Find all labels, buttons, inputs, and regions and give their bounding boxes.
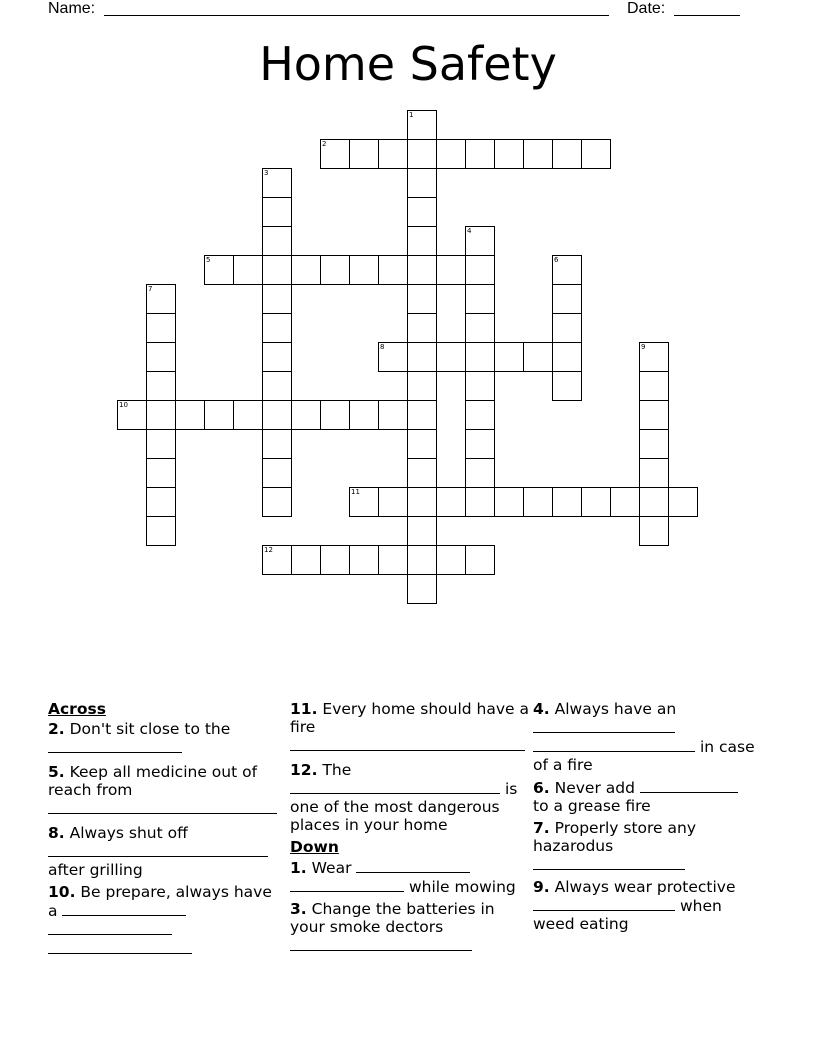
clue-text: Keep all medicine out of reach from xyxy=(48,763,258,799)
clue-number-label: 11 xyxy=(351,488,360,496)
crossword-cell[interactable] xyxy=(378,487,408,517)
crossword-cell[interactable] xyxy=(436,342,466,372)
crossword-cell[interactable] xyxy=(639,342,669,372)
clue-number-label: 7 xyxy=(148,285,153,293)
clue-number: 10. xyxy=(48,883,76,901)
crossword-cell[interactable] xyxy=(465,429,495,459)
crossword-cell[interactable] xyxy=(378,400,408,430)
crossword-cell[interactable] xyxy=(581,139,611,169)
crossword-cell[interactable] xyxy=(291,545,321,575)
clue-number-label: 12 xyxy=(264,546,273,554)
answer-blank xyxy=(533,855,685,870)
crossword-cell[interactable] xyxy=(146,342,176,372)
clue-number: 3. xyxy=(290,900,307,918)
clue-number: 8. xyxy=(48,824,65,842)
crossword-cell[interactable] xyxy=(233,255,263,285)
crossword-cell[interactable] xyxy=(552,371,582,401)
crossword-cell[interactable] xyxy=(349,139,379,169)
answer-blank xyxy=(290,877,404,892)
crossword-cell[interactable] xyxy=(494,342,524,372)
clue-down-4 xyxy=(533,700,773,774)
clue-number: 12. xyxy=(290,761,318,779)
crossword-cell[interactable] xyxy=(436,139,466,169)
crossword-cell[interactable] xyxy=(117,400,147,430)
crossword-cell[interactable] xyxy=(320,400,350,430)
clue-text: in case xyxy=(699,738,755,756)
crossword-cell[interactable] xyxy=(262,284,292,314)
crossword-cell[interactable] xyxy=(668,487,698,517)
crossword-cell[interactable] xyxy=(262,487,292,517)
clue-number: 11. xyxy=(290,700,318,718)
crossword-cell[interactable] xyxy=(262,313,292,343)
crossword-cell[interactable] xyxy=(262,255,292,285)
clue-text: The xyxy=(322,761,352,779)
crossword-cell[interactable] xyxy=(436,255,466,285)
clue-text: Wear xyxy=(311,859,352,877)
answer-blank xyxy=(533,896,675,911)
clue-text: Never add xyxy=(554,779,635,797)
answer-blank xyxy=(48,738,182,753)
clue-number: 2. xyxy=(48,720,65,738)
crossword-cell[interactable] xyxy=(378,545,408,575)
crossword-cell[interactable] xyxy=(407,197,437,227)
crossword-cell[interactable] xyxy=(146,487,176,517)
clue-across-10 xyxy=(48,883,280,958)
crossword-cell[interactable] xyxy=(146,371,176,401)
answer-blank xyxy=(533,737,695,752)
crossword-cell[interactable] xyxy=(523,487,553,517)
crossword-cell[interactable] xyxy=(552,313,582,343)
crossword-cell[interactable] xyxy=(407,371,437,401)
crossword-cell[interactable] xyxy=(349,255,379,285)
crossword-cell[interactable] xyxy=(465,487,495,517)
clue-number: 9. xyxy=(533,878,550,896)
clues-column-1 xyxy=(48,700,280,962)
page-title: Home Safety xyxy=(259,37,557,91)
clue-number-label: 4 xyxy=(467,227,472,235)
crossword-cell[interactable] xyxy=(262,197,292,227)
crossword-cell[interactable] xyxy=(349,400,379,430)
clue-text: Be prepare, always have a xyxy=(48,883,272,920)
crossword-cell[interactable] xyxy=(349,487,379,517)
crossword-cell[interactable] xyxy=(378,255,408,285)
clue-number-label: 1 xyxy=(409,111,414,119)
clue-text: to a grease fire xyxy=(533,797,651,815)
clue-number-label: 9 xyxy=(641,343,646,351)
crossword-cell[interactable] xyxy=(175,400,205,430)
crossword-cell[interactable] xyxy=(262,371,292,401)
crossword-cell[interactable] xyxy=(639,400,669,430)
answer-blank xyxy=(290,779,500,794)
answer-blank xyxy=(290,736,525,751)
clue-text: Always wear protective xyxy=(554,878,736,896)
clue-text: of a fire xyxy=(533,756,593,774)
crossword-cell[interactable] xyxy=(262,168,292,198)
clue-text: Properly store any hazarodus xyxy=(533,819,696,855)
crossword-cell[interactable] xyxy=(407,487,437,517)
crossword-cell[interactable] xyxy=(407,429,437,459)
answer-blank xyxy=(48,842,268,857)
crossword-cell[interactable] xyxy=(146,313,176,343)
crossword-cell[interactable] xyxy=(610,487,640,517)
crossword-cell[interactable] xyxy=(146,400,176,430)
clue-number-label: 2 xyxy=(322,140,327,148)
answer-blank xyxy=(48,920,172,935)
clue-down-3 xyxy=(290,900,530,955)
crossword-cell[interactable] xyxy=(407,168,437,198)
clue-text: is xyxy=(504,780,518,798)
clue-across-8 xyxy=(48,824,280,879)
crossword-cell[interactable] xyxy=(465,226,495,256)
clue-number: 1. xyxy=(290,859,307,877)
crossword-cell[interactable] xyxy=(146,284,176,314)
crossword-cell[interactable] xyxy=(291,400,321,430)
answer-blank xyxy=(48,939,192,954)
date-label: Date: xyxy=(627,0,666,17)
crossword-cell[interactable] xyxy=(552,487,582,517)
crossword-cell[interactable] xyxy=(639,371,669,401)
crossword-cell[interactable] xyxy=(465,139,495,169)
crossword-cell[interactable] xyxy=(146,516,176,546)
crossword-cell[interactable] xyxy=(320,255,350,285)
clue-number-label: 5 xyxy=(206,256,211,264)
clue-across-11 xyxy=(290,700,530,755)
crossword-cell[interactable] xyxy=(436,487,466,517)
crossword-cell[interactable] xyxy=(262,400,292,430)
crossword-cell[interactable] xyxy=(407,516,437,546)
crossword-cell[interactable] xyxy=(320,545,350,575)
clue-text: when xyxy=(679,897,722,915)
across-heading: Across xyxy=(48,700,106,718)
clue-down-1 xyxy=(290,858,530,896)
crossword-cell[interactable] xyxy=(552,255,582,285)
crossword-cell[interactable] xyxy=(262,342,292,372)
answer-blank xyxy=(48,799,277,814)
crossword-cell[interactable] xyxy=(552,284,582,314)
crossword-cell[interactable] xyxy=(465,255,495,285)
crossword-cell[interactable] xyxy=(407,400,437,430)
clue-number-label: 8 xyxy=(380,343,385,351)
clue-text: Don't sit close to the xyxy=(69,720,231,738)
clues-column-3 xyxy=(533,700,773,937)
clue-across-5 xyxy=(48,763,280,818)
crossword-cell[interactable] xyxy=(407,284,437,314)
clue-text: Always shut off xyxy=(69,824,188,842)
crossword-cell[interactable] xyxy=(320,139,350,169)
crossword-cell[interactable] xyxy=(407,255,437,285)
clue-number: 4. xyxy=(533,700,550,718)
crossword-cell[interactable] xyxy=(407,139,437,169)
clue-number-label: 10 xyxy=(119,401,128,409)
crossword-cell[interactable] xyxy=(639,516,669,546)
crossword-cell[interactable] xyxy=(262,545,292,575)
crossword-cell[interactable] xyxy=(262,226,292,256)
crossword-cell[interactable] xyxy=(639,429,669,459)
answer-blank xyxy=(640,778,738,793)
answer-blank xyxy=(290,936,472,951)
clue-text: Always have an xyxy=(554,700,677,718)
clue-text: after grilling xyxy=(48,861,143,879)
crossword-cell[interactable] xyxy=(523,342,553,372)
clue-down-9 xyxy=(533,878,773,933)
clue-across-12 xyxy=(290,761,530,834)
crossword-cell[interactable] xyxy=(407,574,437,604)
clue-number: 6. xyxy=(533,779,550,797)
clue-number: 5. xyxy=(48,763,65,781)
crossword-cell[interactable] xyxy=(407,545,437,575)
down-heading: Down xyxy=(290,838,339,856)
crossword-cell[interactable] xyxy=(552,139,582,169)
answer-blank xyxy=(62,901,186,916)
clue-across-2 xyxy=(48,720,280,757)
clue-number: 7. xyxy=(533,819,550,837)
clue-text: weed eating xyxy=(533,915,629,933)
answer-blank xyxy=(533,718,675,733)
crossword-cell[interactable] xyxy=(494,487,524,517)
crossword-cell[interactable] xyxy=(146,458,176,488)
crossword-cell[interactable] xyxy=(581,487,611,517)
clue-number-label: 3 xyxy=(264,169,269,177)
crossword-cell[interactable] xyxy=(465,284,495,314)
crossword-cell[interactable] xyxy=(262,429,292,459)
crossword-cell[interactable] xyxy=(639,487,669,517)
crossword-cell[interactable] xyxy=(407,342,437,372)
crossword-cell[interactable] xyxy=(465,371,495,401)
clue-number-label: 6 xyxy=(554,256,559,264)
clue-down-7 xyxy=(533,819,773,874)
crossword-cell[interactable] xyxy=(204,400,234,430)
crossword-cell[interactable] xyxy=(204,255,234,285)
clue-text: Every home should have a fire xyxy=(290,700,529,736)
crossword-cell[interactable] xyxy=(146,429,176,459)
crossword-cell[interactable] xyxy=(523,139,553,169)
crossword-cell[interactable] xyxy=(552,342,582,372)
crossword-cell[interactable] xyxy=(465,458,495,488)
crossword-cell[interactable] xyxy=(465,400,495,430)
crossword-cell[interactable] xyxy=(378,139,408,169)
crossword-cell[interactable] xyxy=(407,458,437,488)
crossword-cell[interactable] xyxy=(465,342,495,372)
crossword-cell[interactable] xyxy=(349,545,379,575)
crossword-cell[interactable] xyxy=(262,458,292,488)
crossword-cell[interactable] xyxy=(233,400,263,430)
clue-text: while mowing xyxy=(408,878,516,896)
name-label: Name: xyxy=(48,0,96,17)
answer-blank xyxy=(356,858,470,873)
crossword-cell[interactable] xyxy=(378,342,408,372)
crossword-cell[interactable] xyxy=(407,313,437,343)
clue-text: Change the batteries in your smoke dectors xyxy=(290,900,495,936)
crossword-cell[interactable] xyxy=(291,255,321,285)
crossword-cell[interactable] xyxy=(465,313,495,343)
crossword-cell[interactable] xyxy=(436,545,466,575)
crossword-cell[interactable] xyxy=(465,545,495,575)
crossword-cell[interactable] xyxy=(407,110,437,140)
clue-down-6 xyxy=(533,778,773,815)
crossword-cell[interactable] xyxy=(407,226,437,256)
crossword-cell[interactable] xyxy=(494,139,524,169)
crossword-cell[interactable] xyxy=(639,458,669,488)
clues-column-2 xyxy=(290,700,530,959)
clue-text: one of the most dangerous places in your home xyxy=(290,798,500,834)
